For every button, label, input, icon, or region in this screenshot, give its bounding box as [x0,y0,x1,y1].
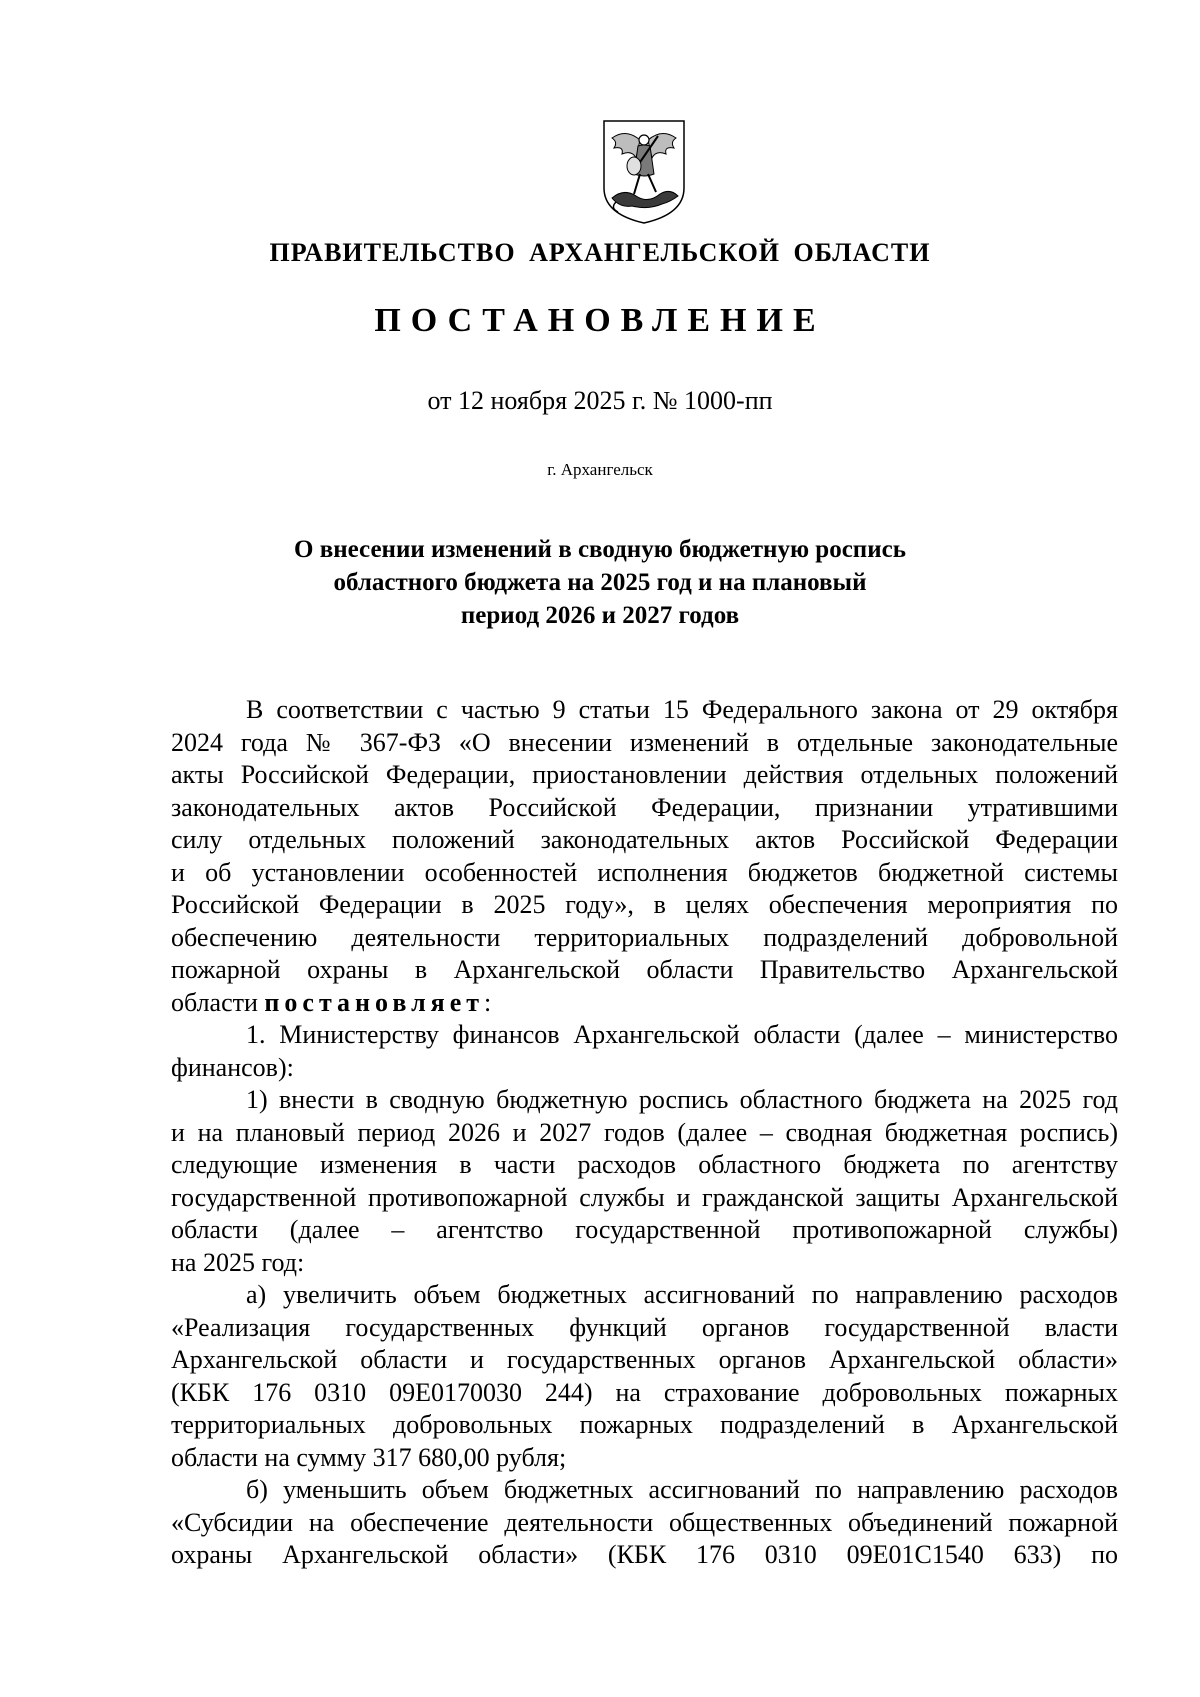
text-line: территориальных добровольных пожарных подразделений в Архангельской [171,1410,1118,1439]
coat-of-arms-archangel-icon [600,118,688,226]
text-line: финансов): [171,1052,294,1082]
item-1-1-paragraph [171,1084,1118,1279]
text-line [171,987,1118,1020]
text-line: Российской Федерации в 2025 году», в целях обеспечения мероприятия по [171,890,1118,919]
text-line: государственной противопожарной службы и гражданской защиты Архангельской [171,1182,1118,1212]
text-line: пожарной охраны в Архангельской области Правительство Архангельской [171,955,1118,984]
text-line: а) увеличить объем бюджетных ассигнований по направлению расходов [246,1280,1118,1309]
text-line: «Реализация государственных функций органов государственной власти [171,1312,1118,1342]
text-line: «Субсидии на обеспечение деятельности общественных объединений пожарной [171,1507,1118,1537]
text-line: области на сумму 317 680,00 рубля; [171,1442,567,1472]
text-line: 1) внести в сводную бюджетную роспись областного бюджета на 2025 год [246,1085,1118,1114]
item-b-paragraph [171,1474,1118,1572]
document-title-line: областного бюджета на 2025 год и на плановый [333,569,867,596]
text-line: и об установлении особенностей исполнения бюджетов бюджетной системы [171,857,1118,887]
text-line: силу отдельных положений законодательных актов Российской Федерации [171,825,1118,854]
text-line: на 2025 год: [171,1247,305,1277]
document-title [0,533,1200,632]
document-date-number: от 12 ноября 2025 г. № 1000-пп [427,386,773,415]
item-1-paragraph [171,1019,1118,1084]
document-title-line: период 2026 и 2027 годов [460,602,740,629]
text-line: Архангельской области и государственных органов Архангельской области» [171,1345,1118,1374]
text-line: В соответствии с частью 9 статьи 15 Федерального закона от 29 октября [246,695,1118,724]
preamble-end-suffix: : [484,987,492,1017]
text-line: и на плановый период 2026 и 2027 годов (далее – сводная бюджетная роспись) [171,1117,1118,1147]
document-city: г. Архангельск [547,460,653,479]
item-a-paragraph [171,1279,1118,1474]
text-line: обеспечению деятельности территориальных подразделений добровольной [171,922,1118,952]
preamble-paragraph [171,694,1118,1019]
text-line: законодательных актов Российской Федерации, признании утратившими [171,792,1118,822]
text-line: б) уменьшить объем бюджетных ассигнований по направлению расходов [246,1475,1118,1504]
document-type: ПОСТАНОВЛЕНИЕ [374,302,826,339]
text-line: (КБК 176 0310 09Е0170030 244) на страхование добровольных пожарных [171,1377,1118,1407]
text-line: охраны Архангельской области» (КБК 176 0310 09Е01С1540 633) по [171,1540,1118,1569]
preamble-end-prefix: области [171,987,265,1017]
text-line: области (далее – агентство государственной противопожарной службы) [171,1215,1118,1244]
text-line: следующие изменения в части расходов областного бюджета по агентству [171,1150,1118,1179]
resolution-word: постановляет [264,987,485,1017]
organization-name: ПРАВИТЕЛЬСТВО АРХАНГЕЛЬСКОЙ ОБЛАСТИ [269,238,931,267]
document-title-line: О внесении изменений в сводную бюджетную роспись [294,536,906,563]
text-line: 2024 года № 367-ФЗ «О внесении изменений в отдельные законодательные [171,727,1118,757]
text-line: 1. Министерству финансов Архангельской области (далее – министерство [246,1020,1118,1049]
document-body [171,694,1118,1572]
text-line: акты Российской Федерации, приостановлении действия отдельных положений [171,760,1118,789]
